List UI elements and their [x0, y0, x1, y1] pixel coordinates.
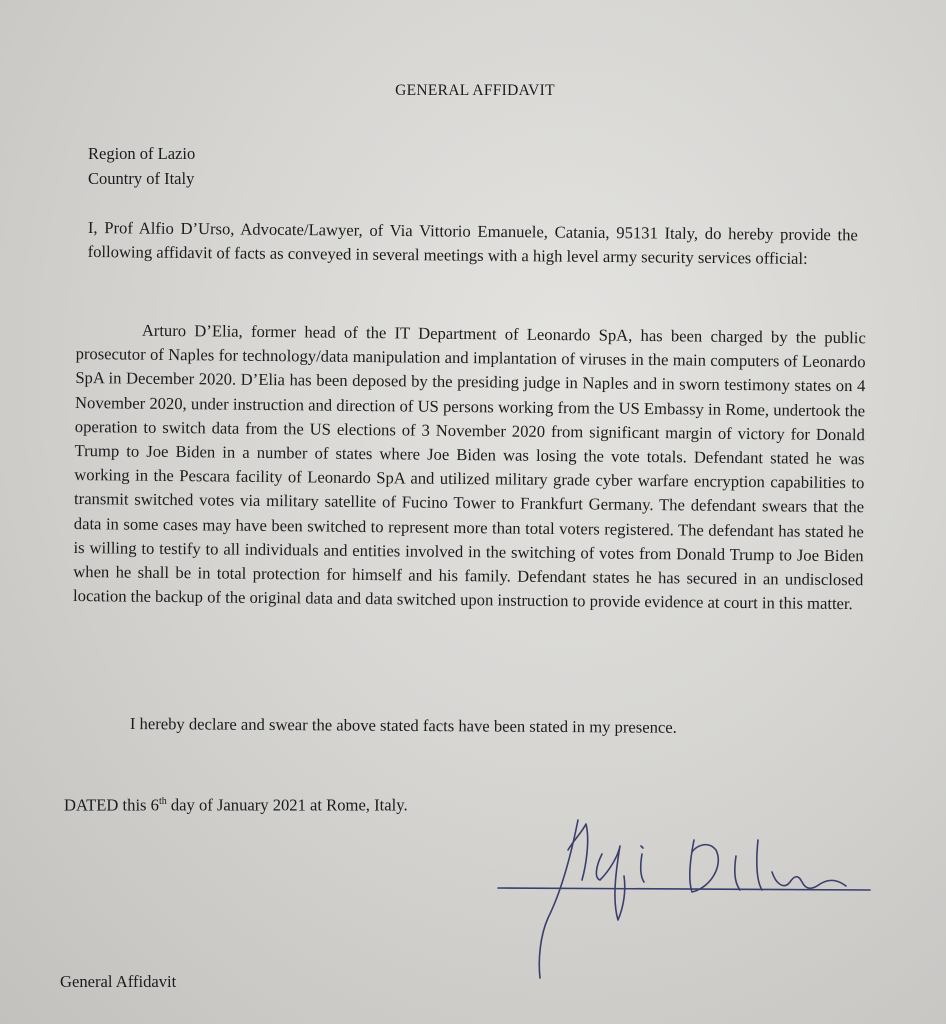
region-line: Region of Lazio [88, 144, 196, 163]
handwritten-signature [490, 810, 890, 990]
dated-line [64, 790, 408, 818]
declaration-paragraph: I hereby declare and swear the above stated facts have been stated in my presence. [129, 713, 677, 737]
dated-rest: day of January 2021 at Rome, Italy. [166, 795, 408, 815]
country-line: Country of Italy [88, 169, 195, 188]
main-paragraph: Arturo D’Elia, former head of the IT Department of Leonardo SpA, has been charged by the public prosecutor of Naples for technology/data manipulation and implantation of viruses in the main computers of Leonardo SpA in December 2020. D’Elia has been deposed by the presiding judge in Naples and in sworn testimony states on 4 November 2020, under instruction and direction of US persons working from the US Embassy in Rome, undertook the operation to switch data from the US elections of 3 November 2020 from significant margin of victory for Donald Trump to Joe Biden in a number of states where Joe Biden was losing the vote totals. Defendant stated he was working in the Pescara facility of Leonardo SpA and utilized military grade cyber warfare encryption capabilities to transmit switched votes via military satellite of Fucino Tower to Frankfurt Germany. The defendant swears that the data in some cases may have been switched to represent more than total voters registered. The defendant has stated he is willing to testify to all individuals and entities involved in the switching of votes from Donald Trump to Joe Biden when he shall be in total protection for himself and his family. Defendant states he has secured in an undisclosed location the backup of the original data and data switched upon instruction to provide evidence at court in this matter. [72, 320, 866, 614]
footer-label: General Affidavit [60, 972, 177, 991]
dated-prefix: DATED this 6 [64, 795, 159, 815]
document-title: GENERAL AFFIDAVIT [395, 82, 555, 99]
intro-paragraph: I, Prof Alfio D’Urso, Advocate/Lawyer, of Via Vittorio Emanuele, Catania, 95131 Italy, do hereby provide the following affidavit of facts as conveyed in several meetings with a high level army security services official: [87, 217, 858, 269]
signature-underline [498, 888, 870, 890]
dated-ordinal: th [158, 796, 167, 807]
